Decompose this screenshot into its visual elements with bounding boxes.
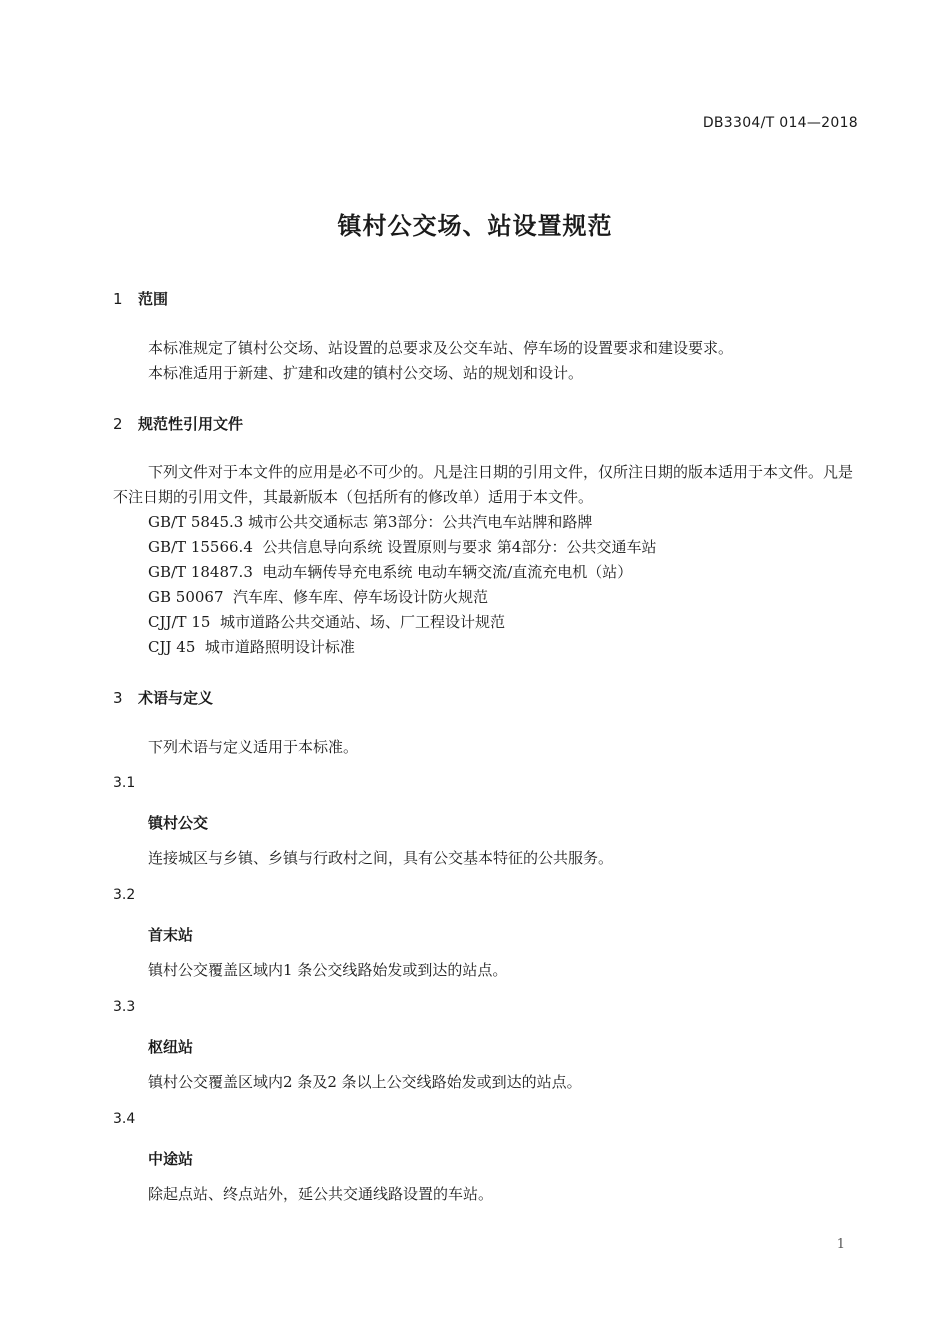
section-title: 规范性引用文件 xyxy=(138,415,244,433)
term-name: 枢纽站 xyxy=(148,1038,194,1056)
section-number: 1 xyxy=(113,290,123,308)
term-number: 3.2 xyxy=(113,887,136,903)
term-definition: 连接城区与乡镇、乡镇与行政村之间，具有公交基本特征的公共服务。 xyxy=(148,849,614,867)
reference-item: GB/T 15566.4 公共信息导向系统 设置原则与要求 第4部分：公共交通车站 xyxy=(148,538,657,556)
term-definition: 镇村公交覆盖区域内1 条公交线路始发或到达的站点。 xyxy=(148,961,508,979)
document-title: 镇村公交场、站设置规范 xyxy=(337,212,613,240)
section-2-heading xyxy=(113,413,243,434)
page-number: 1 xyxy=(836,1237,845,1252)
paragraph: 下列文件对于本文件的应用是必不可少的。凡是注日期的引用文件，仅所注日期的版本适用于本文件。凡是不注日期的引用文件，其最新版本（包括所有的修改单）适用于本文件。 xyxy=(113,463,854,506)
section-1-heading xyxy=(113,288,168,309)
reference-item: GB/T 5845.3 城市公共交通标志 第3部分：公共汽电车站牌和路牌 xyxy=(148,513,593,531)
paragraph: 本标准规定了镇村公交场、站设置的总要求及公交车站、停车场的设置要求和建设要求。 xyxy=(148,339,734,357)
term-definition: 除起点站、终点站外，延公共交通线路设置的车站。 xyxy=(148,1185,494,1203)
section-3-heading xyxy=(113,687,213,708)
reference-item: CJJ/T 15 城市道路公共交通站、场、厂工程设计规范 xyxy=(148,613,505,631)
standard-code: DB3304/T 014—2018 xyxy=(702,115,858,131)
section-title: 范围 xyxy=(138,290,169,308)
section-number: 3 xyxy=(113,689,123,707)
reference-item: GB 50067 汽车库、修车库、停车场设计防火规范 xyxy=(148,588,489,606)
term-name: 镇村公交 xyxy=(148,814,209,832)
term-number: 3.1 xyxy=(113,775,136,791)
reference-item: CJJ 45 城市道路照明设计标准 xyxy=(148,638,355,656)
reference-item: GB/T 18487.3 电动车辆传导充电系统 电动车辆交流/直流充电机（站） xyxy=(148,563,633,581)
section-number: 2 xyxy=(113,415,123,433)
term-definition: 镇村公交覆盖区域内2 条及2 条以上公交线路始发或到达的站点。 xyxy=(148,1073,582,1091)
term-name: 首末站 xyxy=(148,926,194,944)
term-name: 中途站 xyxy=(148,1150,194,1168)
term-number: 3.4 xyxy=(113,1111,136,1127)
paragraph: 下列术语与定义适用于本标准。 xyxy=(148,738,359,756)
term-number: 3.3 xyxy=(113,999,136,1015)
section-title: 术语与定义 xyxy=(138,689,214,707)
paragraph: 本标准适用于新建、扩建和改建的镇村公交场、站的规划和设计。 xyxy=(148,364,584,382)
